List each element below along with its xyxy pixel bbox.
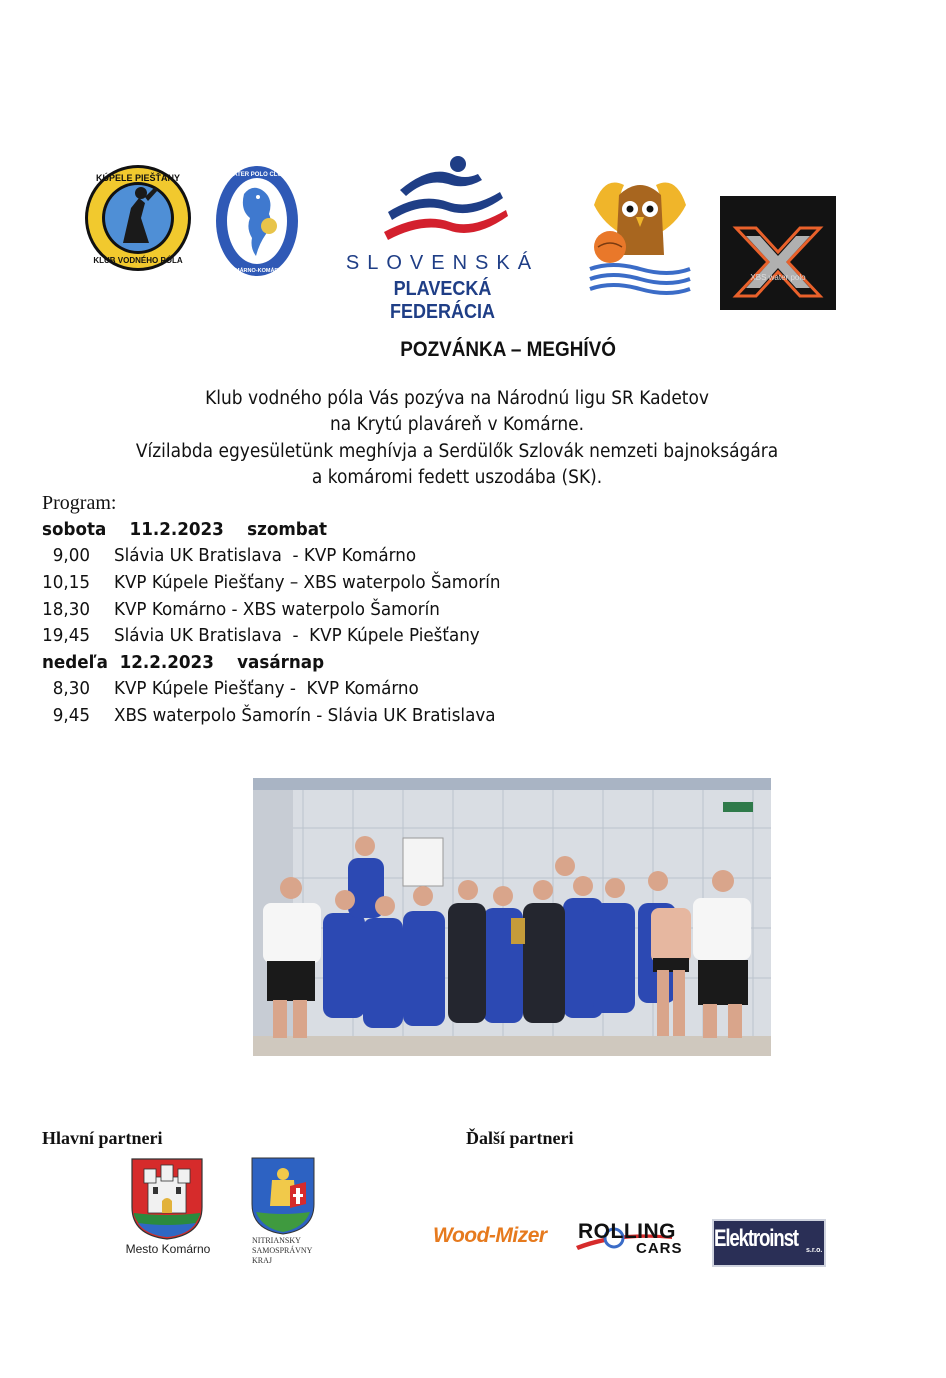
svg-text:KLUB VODNÉHO PÓLA: KLUB VODNÉHO PÓLA (93, 256, 183, 265)
team-photo (253, 778, 771, 1056)
nsk-crest-icon (250, 1156, 316, 1236)
match-teams: KVP Kúpele Piešťany - KVP Komárno (114, 678, 419, 699)
intro-line-1: Klub vodného póla Vás pozýva na Národnú ligu SR Kadetov (205, 388, 709, 409)
day-heading-saturday: sobota 11.2.2023 szombat (42, 519, 328, 540)
program-label: Program: (42, 492, 117, 514)
spf-name-line1: SLOVENSKÁ (345, 252, 540, 274)
intro-line-2: na Krytú plaváreň v Komárne. (329, 414, 585, 435)
elektroinst-logo-suffix: s.r.o. (806, 1247, 823, 1254)
komarno-crest-icon (130, 1157, 204, 1241)
svg-text:KÚPELE PIEŠŤANY: KÚPELE PIEŠŤANY (95, 173, 181, 183)
match-teams: Slávia UK Bratislava - KVP Kúpele Piešťany (114, 625, 480, 646)
rolling-cars-logo-main: ROLLING (578, 1220, 676, 1243)
intro-line-4: a komáromi fedett uszodába (SK). (311, 467, 603, 488)
kvpk-logo (214, 164, 300, 278)
match-time: 8,30 (52, 678, 90, 699)
intro-line-3: Vízilabda egyesületünk meghívja a Serdülők Szlovák nemzeti bajnokságára (135, 441, 779, 462)
page-title: POZVÁNKA – MEGHÍVÓ (400, 338, 616, 361)
xbs-caption: XBS water polo (750, 273, 806, 282)
xbs-logo (720, 196, 836, 310)
match-teams: XBS waterpolo Šamorín - Slávia UK Bratislava (114, 705, 496, 726)
match-teams: KVP Komárno - XBS waterpolo Šamorín (114, 599, 440, 620)
samorin-owl-logo (584, 165, 696, 303)
match-teams: KVP Kúpele Piešťany – XBS waterpolo Šamorín (114, 572, 501, 593)
rolling-cars-logo-sub: CARS (636, 1240, 683, 1257)
match-time: 9,45 (52, 705, 90, 726)
main-partners-heading: Hlavní partneri (42, 1128, 163, 1148)
match-time: 19,45 (42, 625, 90, 646)
match-time: 10,15 (42, 572, 90, 593)
svg-text:KOMÁRNO-KOMÁROM: KOMÁRNO-KOMÁROM (226, 268, 288, 274)
day-heading-sunday: nedeľa 12.2.2023 vasárnap (42, 652, 325, 673)
piestany-club-logo (83, 163, 193, 273)
match-teams: Slávia UK Bratislava - KVP Komárno (114, 545, 417, 566)
woodmizer-logo: Wood-Mizer (433, 1224, 547, 1247)
svg-text:WATER POLO CLUB: WATER POLO CLUB (227, 172, 287, 178)
match-time: 9,00 (52, 545, 90, 566)
nsk-crest-label: NITRIANSKY SAMOSPRÁVNY KRAJ (252, 1236, 313, 1265)
spf-name-line2: PLAVECKÁ FEDERÁCIA (389, 278, 495, 323)
xbs-x-mark (720, 196, 836, 310)
elektroinst-logo-text: Elektroinst (714, 1225, 798, 1252)
komarno-crest-label: Mesto Komárno (125, 1242, 211, 1256)
other-partners-heading: Ďalší partneri (466, 1128, 574, 1148)
match-time: 18,30 (42, 599, 90, 620)
